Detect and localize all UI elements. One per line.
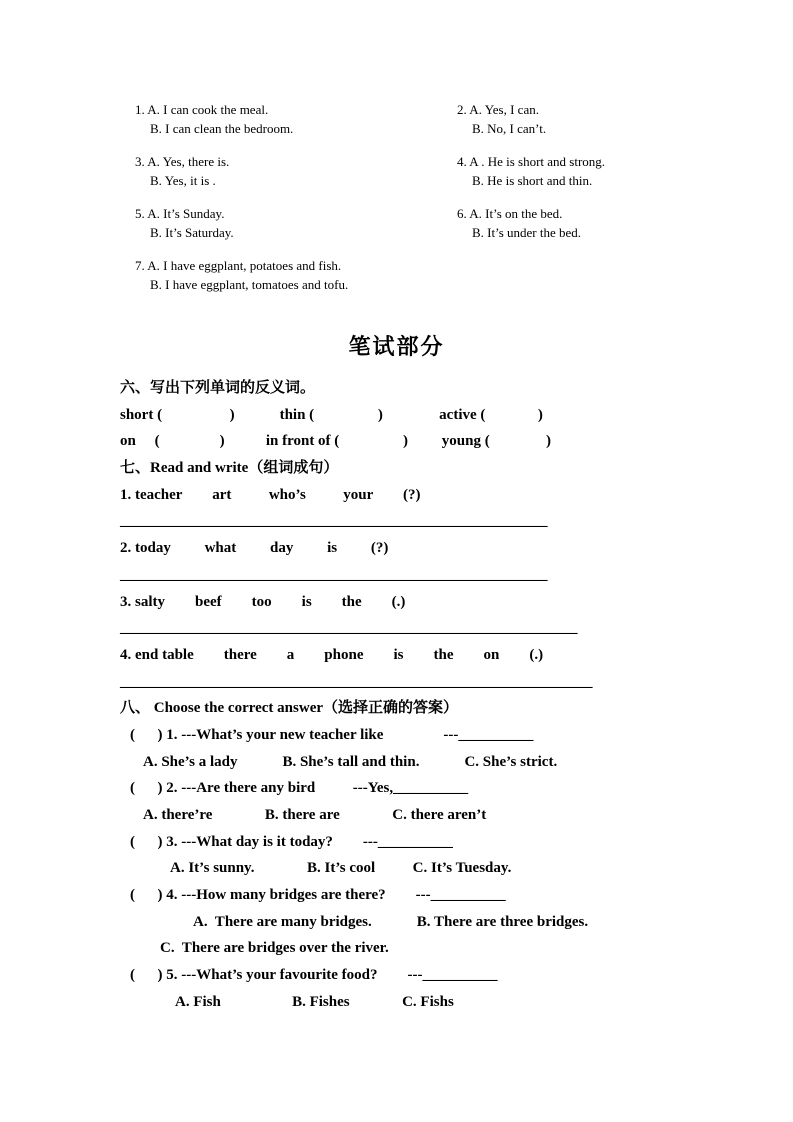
listening-item-1 [135,100,457,138]
s8-options-3: A. It’s sunny. B. It’s cool C. It’s Tuesday. [170,860,512,877]
listening-answer-section [0,0,793,294]
written-part-heading: 笔试部分 [348,334,445,359]
listening-options-grid [135,100,793,294]
s8-question-5: ( ) 5. ---What’s your favourite food? ---__________ [130,967,498,984]
s7-answer-blank-1: _________________________________________________________ [120,513,548,530]
s8-options-2: A. there’re B. there are C. there aren’t [143,807,487,823]
listening-3-option-b: B. Yes, it is . [150,173,216,188]
listening-4-option-b: B. He is short and thin. [472,173,593,188]
listening-2-option-a: 2. A. Yes, I can. [457,102,539,117]
listening-item-2 [457,100,793,138]
listening-item-4 [457,152,793,190]
listening-item-6 [457,204,793,242]
antonym-line-1: short ( ) thin ( ) active ( ) [120,406,543,423]
s8-question-2: ( ) 2. ---Are there any bird ---Yes,__________ [130,780,469,797]
listening-3-option-a: 3. A. Yes, there is. [135,154,230,169]
listening-2-option-b: B. No, I can’t. [472,121,547,136]
s7-words-1: 1. teacher art who’s your (?) [120,486,421,503]
section8-title: 八、 Choose the correct answer（选择正确的答案） [120,700,459,717]
listening-7-option-b: B. I have eggplant, tomatoes and tofu. [150,277,349,292]
listening-5-option-b: B. It’s Saturday. [150,225,234,240]
s7-answer-blank-2: _________________________________________________________ [120,566,548,583]
s7-answer-blank-3: _____________________________________________________________ [120,620,578,637]
s8-options-4-ab: A. There are many bridges. B. There are three bridges. [193,913,589,930]
listening-item-5 [135,204,457,242]
s8-options-4-c: C. There are bridges over the river. [160,940,389,957]
listening-7-option-a: 7. A. I have eggplant, potatoes and fish. [135,258,342,273]
s7-answer-blank-4: _______________________________________________________________ [120,673,593,690]
listening-item-3 [135,152,457,190]
s8-options-5: A. Fish B. Fishes C. Fishs [175,993,454,1010]
written-content [0,375,793,1016]
s7-words-4: 4. end table there a phone is the on (.) [120,646,544,663]
listening-item-7 [135,256,793,294]
s8-question-3: ( ) 3. ---What day is it today? ---__________ [130,833,453,850]
s8-question-4: ( ) 4. ---How many bridges are there? ---__________ [130,887,506,904]
antonym-line-2: on ( ) in front of ( ) young ( ) [120,433,551,450]
listening-6-option-a: 6. A. It’s on the bed. [457,206,563,221]
section7-title: 七、Read and write（组词成句） [120,460,339,477]
s7-words-3: 3. salty beef too is the (.) [120,593,406,610]
listening-5-option-a: 5. A. It’s Sunday. [135,206,225,221]
s8-options-1: A. She’s a lady B. She’s tall and thin. C. She’s strict. [143,753,558,770]
listening-1-option-b: B. I can clean the bedroom. [150,121,294,136]
s8-question-1: ( ) 1. ---What’s your new teacher like ---__________ [130,726,534,743]
listening-4-option-a: 4. A . He is short and strong. [457,154,606,169]
s7-words-2: 2. today what day is (?) [120,540,389,557]
section6-title: 六、写出下列单词的反义词。 [120,380,316,396]
listening-6-option-b: B. It’s under the bed. [472,225,582,240]
listening-1-option-a: 1. A. I can cook the meal. [135,102,269,117]
